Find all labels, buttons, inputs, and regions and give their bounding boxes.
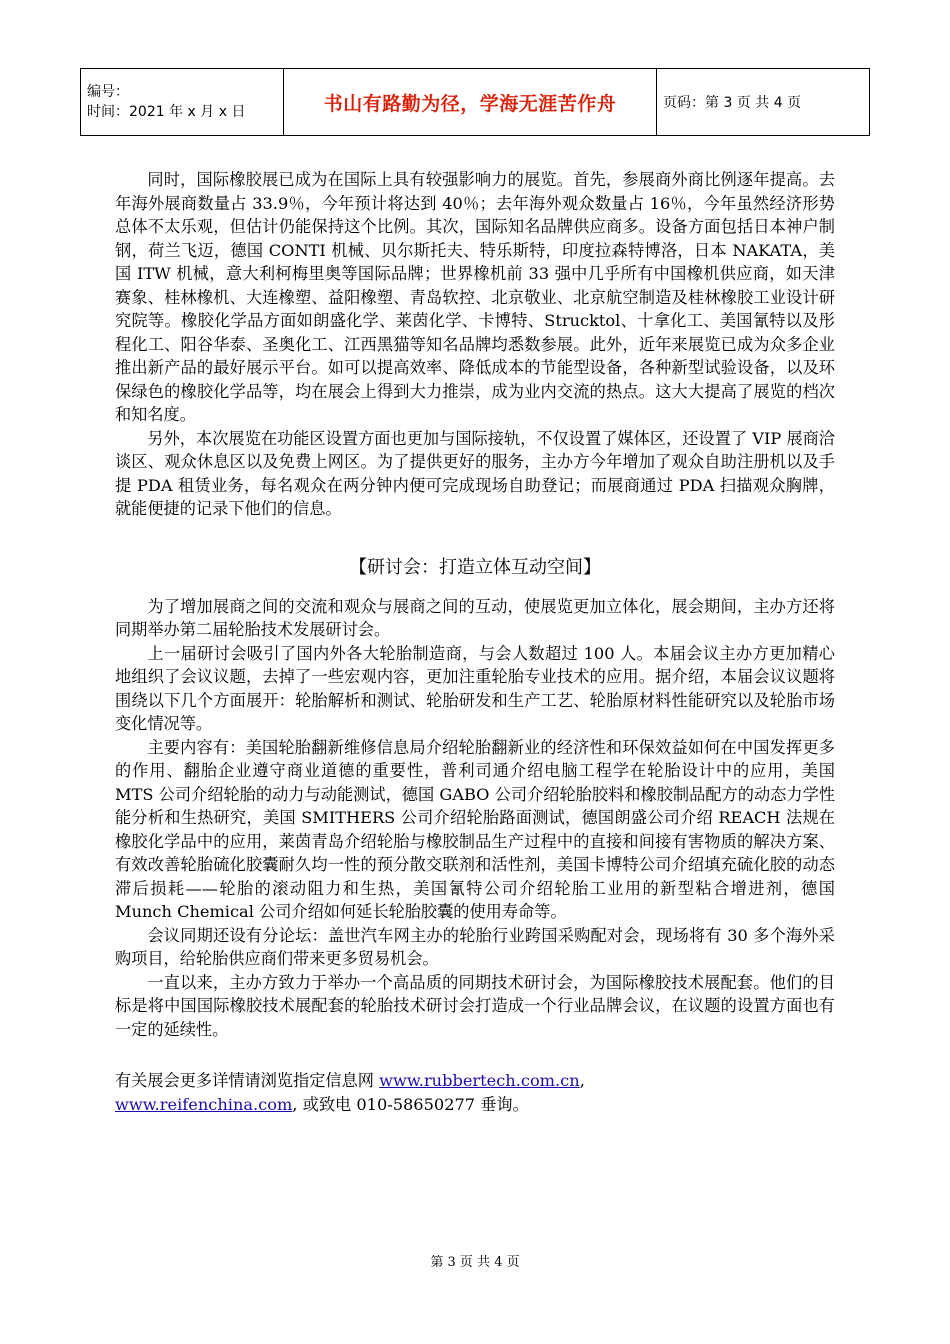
paragraph-intro-2: 另外，本次展览在功能区设置方面也更加与国际接轨，不仅设置了媒体区，还设置了 VIP 展商洽谈区、观众休息区以及免费上网区。为了提供更好的服务，主办方今年增加了观众自助注册机以及手提 PDA 租赁业务，每名观众在两分钟内便可完成现场自助登记；而展商通过 PDA 扫描观众胸牌，就能便捷的记录下他们的信息。	[115, 428, 835, 518]
contact-suffix: , 或致电 010-58650277 垂询。	[292, 1094, 529, 1114]
contact-separator: ,	[579, 1071, 585, 1090]
code-label: 编号：	[87, 84, 129, 100]
page-header	[80, 68, 870, 136]
contact-line-1	[115, 1069, 835, 1093]
header-page-info: 页码：第 3 页 共 4 页	[657, 69, 870, 136]
section-title: 【研讨会：打造立体互动空间】	[349, 556, 601, 578]
header-meta	[81, 69, 284, 136]
contact-line-2	[115, 1093, 835, 1117]
time-label: 时间：2021 年 x 月 x 日	[87, 104, 246, 120]
paragraph-seminar-5: 一直以来，主办方致力于举办一个高品质的同期技术研讨会，为国际橡胶技术展配套。他们的目标是将中国国际橡胶技术展配套的轮胎技术研讨会打造成一个行业品牌会议，在议题的设置方面也有一定的延续性。	[115, 972, 835, 1039]
document-body	[115, 168, 835, 1116]
paragraph-seminar-1: 为了增加展商之间的交流和观众与展商之间的互动，使展览更加立体化，展会期间，主办方还将同期举办第二届轮胎技术发展研讨会。	[115, 596, 835, 639]
paragraph-seminar-4: 会议同期还设有分论坛：盖世汽车网主办的轮胎行业跨国采购配对会，现场将有 30 多个海外采购项目，给轮胎供应商们带来更多贸易机会。	[115, 925, 835, 968]
contact-info	[115, 1069, 835, 1116]
link-rubbertech[interactable]: www.rubbertech.com.cn	[379, 1071, 580, 1090]
header-motto: 书山有路勤为径，学海无涯苦作舟	[284, 69, 657, 136]
paragraph-seminar-2: 上一届研讨会吸引了国内外各大轮胎制造商，与会人数超过 100 人。本届会议主办方更加精心地组织了会议议题，去掉了一些宏观内容，更加注重轮胎专业技术的应用。据介绍，本届会议议题将围绕以下几个方面展开：轮胎解析和测试、轮胎研发和生产工艺、轮胎原材料性能研究以及轮胎市场变化情况等。	[115, 643, 835, 733]
paragraph-intro-1: 同时，国际橡胶展已成为在国际上具有较强影响力的展览。首先，参展商外商比例逐年提高。去年海外展商数量占 33.9％，今年预计将达到 40％；去年海外观众数量占 16％，今年虽然经济形势总体不太乐观，但估计仍能保持这个比例。其次，国际知名品牌供应商多。设备方面包括日本神户制钢，荷兰飞迈，德国 CONTI 机械、贝尔斯托夫、特乐斯特，印度拉森特博洛，日本 NAKATA，美国 ITW 机械，意大利柯梅里奥等国际品牌；世界橡机前 33 强中几乎所有中国橡机供应商，如天津赛象、桂林橡机、大连橡塑、益阳橡塑、青岛软控、北京敬业、北京航空制造及桂林橡胶工业设计研究院等。橡胶化学品方面如朗盛化学、莱茵化学、卡博特、Strucktol、十拿化工、美国氰特以及彤程化工、阳谷华泰、圣奥化工、江西黑猫等知名品牌均悉数参展。此外，近年来展览已成为众多企业推出新产品的最好展示平台。如可以提高效率、降低成本的节能型设备，各种新型试验设备，以及环保绿色的橡胶化学品等，均在展会上得到大力推崇，成为业内交流的热点。这大大提高了展览的档次和知名度。	[115, 170, 835, 424]
page-footer: 第 3 页 共 4 页	[430, 1255, 520, 1270]
contact-prefix: 有关展会更多详情请浏览指定信息网	[115, 1071, 380, 1090]
link-reifenchina[interactable]: www.reifenchina.com	[115, 1094, 293, 1114]
paragraph-seminar-3: 主要内容有：美国轮胎翻新维修信息局介绍轮胎翻新业的经济性和环保效益如何在中国发挥更多的作用、翻胎企业遵守商业道德的重要性，普利司通介绍电脑工程学在轮胎设计中的应用，美国 MTS 公司介绍轮胎的动力与动能测试，德国 GABO 公司介绍轮胎胶料和橡胶制品配方的动态力学性能分析和生热研究，美国 SMITHERS 公司介绍轮胎路面测试，德国朗盛公司介绍 REACH 法规在橡胶化学品中的应用，莱茵青岛介绍轮胎与橡胶制品生产过程中的直接和间接有害物质的解决方案、有效改善轮胎硫化胶囊耐久均一性的预分散交联剂和活性剂，美国卡博特公司介绍填充硫化胶的动态滞后损耗——轮胎的滚动阻力和生热，美国氰特公司介绍轮胎工业用的新型粘合增进剂，德国 Munch Chemical 公司介绍如何延长轮胎胶囊的使用寿命等。	[115, 737, 835, 921]
